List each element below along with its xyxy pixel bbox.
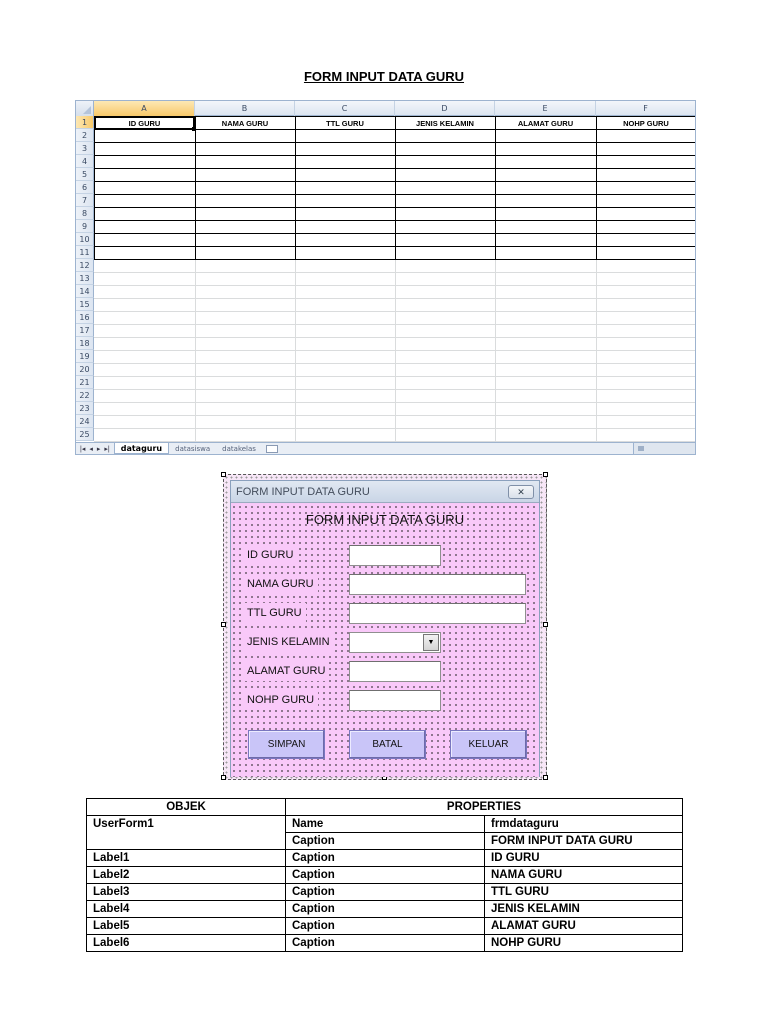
property-cell: Caption [286,850,485,867]
resize-handle-left[interactable] [221,622,226,627]
table-border [495,116,496,260]
keluar-button[interactable]: KELUAR [450,730,527,759]
alamat-guru-input[interactable] [349,661,441,682]
label-nama-guru: NAMA GURU [243,574,318,594]
row-header[interactable]: 15 [76,298,94,311]
header-cell[interactable]: ID GURU [128,118,161,128]
close-icon: ✕ [517,486,525,497]
column-header-d[interactable]: D [395,101,495,116]
row-header[interactable]: 22 [76,389,94,402]
objek-cell: UserForm1 [87,816,286,833]
value-cell: JENIS KELAMIN [485,901,683,918]
column-header-e[interactable]: E [495,101,596,116]
last-sheet-icon[interactable]: ▸| [104,445,110,453]
row-header[interactable]: 18 [76,337,94,350]
sheet-tab-datakelas[interactable]: datakelas [222,444,256,453]
table-border [596,116,597,260]
table-row [87,867,683,884]
row-header[interactable]: 21 [76,376,94,389]
header-cell[interactable]: NAMA GURU [221,118,269,128]
userform-window-title: FORM INPUT DATA GURU [236,485,370,498]
jenis-kelamin-combobox[interactable] [349,632,441,653]
resize-handle-bottom-left[interactable] [221,775,226,780]
batal-button[interactable]: BATAL [349,730,426,759]
property-cell: Caption [286,884,485,901]
table-row [87,884,683,901]
row-header[interactable]: 16 [76,311,94,324]
form-heading: FORM INPUT DATA GURU [305,512,465,527]
userform-body [231,504,539,777]
nohp-guru-input[interactable] [349,690,441,711]
property-cell: Name [286,816,485,833]
spreadsheet [75,100,696,455]
row-header[interactable]: 17 [76,324,94,337]
row-header[interactable]: 3 [76,142,94,155]
row-header[interactable]: 7 [76,194,94,207]
close-button[interactable] [508,485,534,499]
column-header-a[interactable]: A [94,101,195,116]
resize-handle-right[interactable] [543,622,548,627]
userform-window [230,480,540,777]
userform-titlebar [231,481,539,503]
selected-cell-a1[interactable] [94,116,195,130]
value-cell: NAMA GURU [485,867,683,884]
properties-table [86,798,683,952]
table-border [295,116,296,260]
sheet-tab-bar [76,442,695,454]
row-header[interactable]: 12 [76,259,94,272]
row-header[interactable]: 4 [76,155,94,168]
simpan-button[interactable]: SIMPAN [248,730,325,759]
row-header[interactable]: 24 [76,415,94,428]
table-row [87,935,683,952]
table-border [395,116,396,260]
select-all-corner[interactable] [76,101,94,116]
header-cell[interactable]: JENIS KELAMIN [416,118,474,128]
row-header[interactable]: 6 [76,181,94,194]
objek-cell: Label5 [87,918,286,935]
id-guru-input[interactable] [349,545,441,566]
property-cell: Caption [286,918,485,935]
property-cell: Caption [286,901,485,918]
objek-cell: Label1 [87,850,286,867]
resize-handle-top-left[interactable] [221,472,226,477]
header-cell[interactable]: ALAMAT GURU [517,118,574,128]
column-header-row [76,101,696,116]
table-row [87,816,683,833]
property-cell: Caption [286,867,485,884]
row-header[interactable]: 1 [76,116,94,129]
property-cell: Caption [286,935,485,952]
row-header[interactable]: 20 [76,363,94,376]
table-border [195,116,196,260]
value-cell: FORM INPUT DATA GURU [485,833,683,850]
row-header[interactable]: 14 [76,285,94,298]
insert-sheet-icon[interactable] [266,445,278,453]
header-cell[interactable]: TTL GURU [326,118,364,128]
header-objek: OBJEK [87,799,286,816]
objek-cell: Label6 [87,935,286,952]
label-ttl-guru: TTL GURU [243,603,306,623]
column-header-c[interactable]: C [295,101,395,116]
resize-handle-bottom-right[interactable] [543,775,548,780]
fill-handle[interactable] [192,127,196,131]
prev-sheet-icon[interactable]: ◂ [89,445,93,453]
row-header[interactable]: 23 [76,402,94,415]
column-header-f[interactable]: F [596,101,696,116]
value-cell: TTL GURU [485,884,683,901]
table-row [87,901,683,918]
first-sheet-icon[interactable]: |◂ [80,445,86,453]
sheet-tab-datasiswa[interactable]: datasiswa [175,444,211,453]
row-header[interactable]: 11 [76,246,94,259]
next-sheet-icon[interactable]: ▸ [96,445,101,453]
resize-handle-top-right[interactable] [543,472,548,477]
header-properties: PROPERTIES [286,799,683,816]
objek-cell: Label3 [87,884,286,901]
sheet-navigation [76,445,114,453]
column-header-b[interactable]: B [195,101,295,116]
row-header[interactable]: 25 [76,428,94,441]
objek-cell: Label4 [87,901,286,918]
ttl-guru-input[interactable] [349,603,526,624]
chevron-down-icon[interactable]: ▼ [423,634,439,651]
value-cell: ID GURU [485,850,683,867]
value-cell: NOHP GURU [485,935,683,952]
property-cell: Caption [286,833,485,850]
value-cell: frmdataguru [485,816,683,833]
table-border [94,116,95,260]
sheet-tab-dataguru[interactable]: dataguru [114,443,169,454]
objek-cell: Label2 [87,867,286,884]
row-header[interactable]: 5 [76,168,94,181]
row-header[interactable]: 2 [76,129,94,142]
properties-header-row [87,799,683,816]
label-alamat-guru: ALAMAT GURU [243,661,329,681]
row-header[interactable]: 13 [76,272,94,285]
objek-cell [87,833,286,850]
table-row [87,850,683,867]
table-row [87,918,683,935]
label-nohp-guru: NOHP GURU [243,690,318,710]
row-header[interactable]: 8 [76,207,94,220]
label-id-guru: ID GURU [243,545,297,565]
label-jenis-kelamin: JENIS KELAMIN [243,632,334,652]
document-title: FORM INPUT DATA GURU [303,69,465,84]
header-cell[interactable]: NOHP GURU [623,118,669,128]
row-header[interactable]: 10 [76,233,94,246]
row-header[interactable]: 19 [76,350,94,363]
value-cell: ALAMAT GURU [485,918,683,935]
table-row [87,833,683,850]
row-header[interactable]: 9 [76,220,94,233]
nama-guru-input[interactable] [349,574,526,595]
horizontal-scrollbar[interactable] [633,442,695,454]
